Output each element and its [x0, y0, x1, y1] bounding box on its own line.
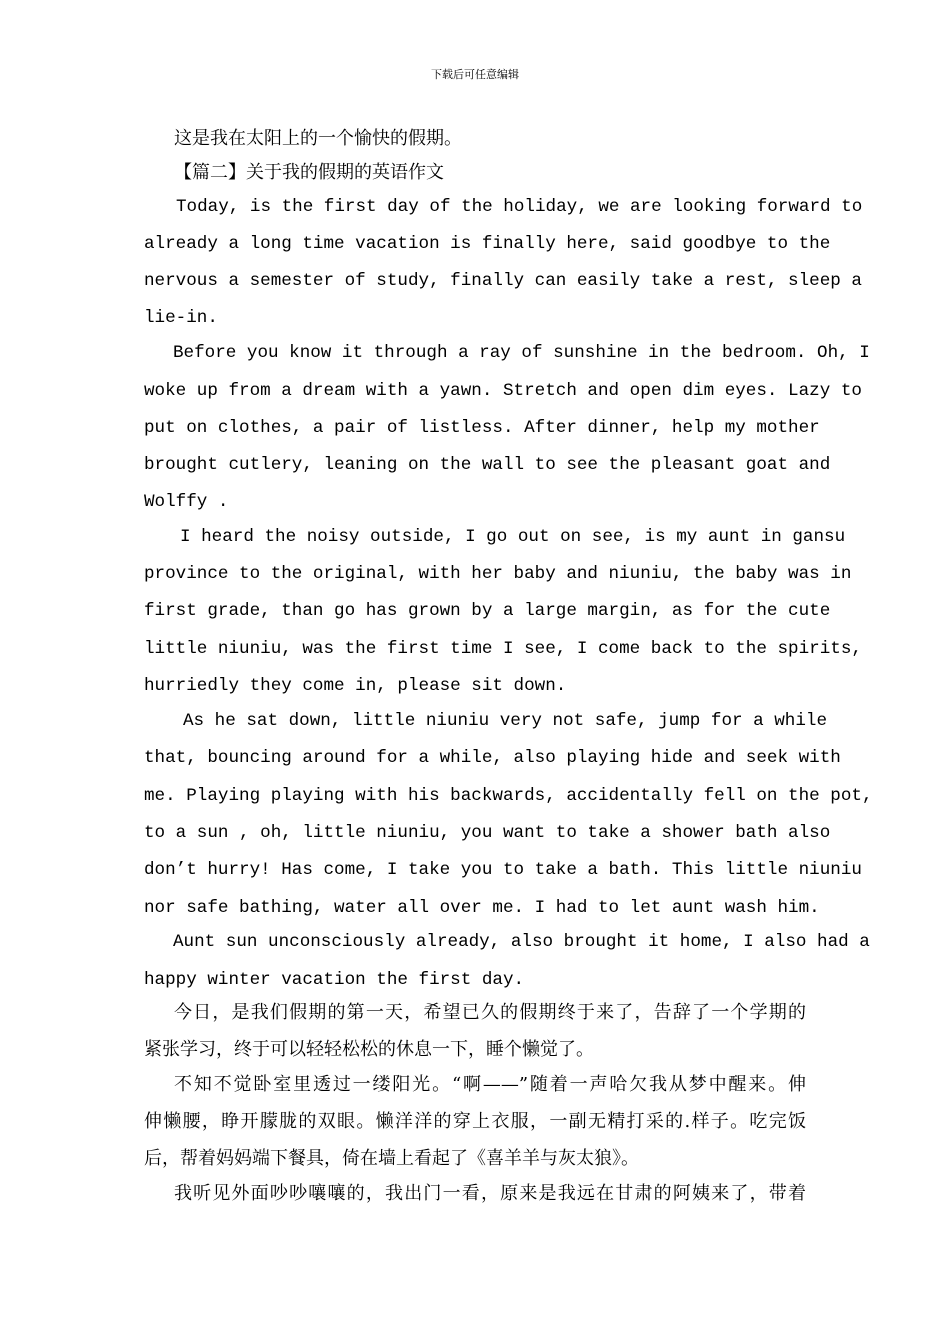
text-line: 这是我在太阳上的一个愉快的假期。: [174, 128, 462, 149]
text-line: 我听见外面吵吵嚷嚷的，我出门一看，原来是我远在甘肃的阿姨来了，带着: [174, 1183, 806, 1204]
text-line: 今日，是我们假期的第一天，希望已久的假期终于来了，告辞了一个学期的: [174, 1002, 806, 1023]
text-line: don’t hurry! Has come, I take you to take a bath. This little niuniu: [144, 860, 862, 880]
section-heading: 【篇二】关于我的假期的英语作文: [174, 162, 444, 183]
text-line: already a long time vacation is finally here, said goodbye to the: [144, 234, 831, 254]
text-line: woke up from a dream with a yawn. Stretch and open dim eyes. Lazy to: [144, 381, 862, 401]
text-line: As he sat down, little niuniu very not safe, jump for a while: [183, 711, 828, 731]
text-line: that, bouncing around for a while, also playing hide and seek with: [144, 748, 841, 768]
text-line: nor safe bathing, water all over me. I had to let aunt wash him.: [144, 898, 820, 918]
text-line: nervous a semester of study, finally can easily take a rest, sleep a: [144, 271, 862, 291]
text-line: brought cutlery, leaning on the wall to see the pleasant goat and: [144, 455, 831, 475]
text-line: put on clothes, a pair of listless. After dinner, help my mother: [144, 418, 820, 438]
text-line: Aunt sun unconsciously already, also brought it home, I also had a: [173, 932, 870, 952]
text-line: first grade, than go has grown by a large margin, as for the cute: [144, 601, 831, 621]
text-line: little niuniu, was the first time I see, I come back to the spirits,: [144, 639, 862, 659]
text-line: province to the original, with her baby and niuniu, the baby was in: [144, 564, 852, 584]
text-line: 不知不觉卧室里透过一缕阳光。“啊——”随着一声哈欠我从梦中醒来。伸: [174, 1074, 806, 1095]
text-line: I heard the noisy outside, I go out on see, is my aunt in gansu: [180, 527, 846, 547]
text-line: Wolffy .: [144, 492, 229, 512]
text-line: Today, is the first day of the holiday, we are looking forward to: [176, 197, 863, 217]
text-line: to a sun , oh, little niuniu, you want to take a shower bath also: [144, 823, 831, 843]
text-line: hurriedly they come in, please sit down.: [144, 676, 567, 696]
text-line: 紧张学习，终于可以轻轻松松的休息一下，睡个懒觉了。: [144, 1039, 594, 1060]
text-line: happy winter vacation the first day.: [144, 970, 525, 990]
text-line: 伸懒腰，睁开朦胧的双眼。懒洋洋的穿上衣服，一副无精打采的.样子。吃完饭: [144, 1111, 806, 1132]
text-line: Before you know it through a ray of sunshine in the bedroom. Oh, I: [173, 343, 870, 363]
page-header: 下载后可任意编辑: [431, 68, 519, 81]
text-line: lie-in.: [144, 308, 218, 328]
text-line: 后，帮着妈妈端下餐具，倚在墙上看起了《喜羊羊与灰太狼》。: [144, 1148, 639, 1169]
text-line: me. Playing playing with his backwards, accidentally fell on the pot,: [144, 786, 873, 806]
